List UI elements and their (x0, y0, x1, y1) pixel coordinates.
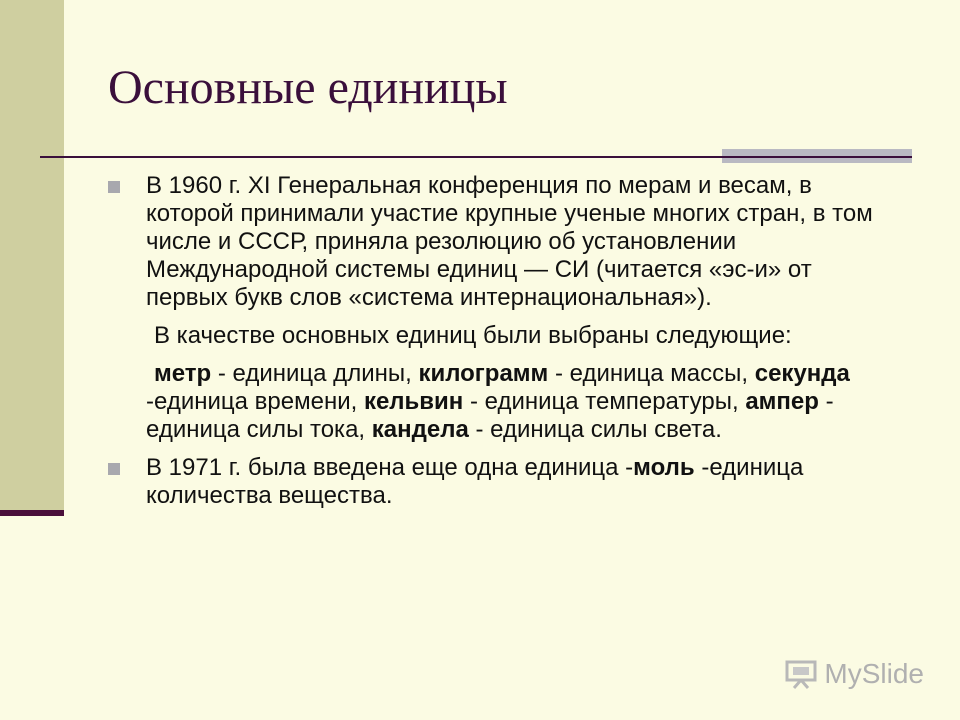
unit-kilogram-desc: - единица массы, (548, 360, 755, 387)
bullet-marker-icon (108, 181, 120, 193)
watermark-text: MySlide (824, 658, 924, 689)
unit-kilogram: килограмм (418, 360, 549, 387)
unit-ampere: ампер (745, 388, 819, 415)
bullet-item (108, 172, 898, 312)
unit-candela: кандела (371, 416, 469, 443)
unit-mole: моль (633, 454, 695, 481)
slide-content (108, 172, 898, 520)
bullet-text-pre: В 1971 г. была введена еще одна единица - (146, 454, 634, 481)
unit-candela-desc: - единица силы света. (468, 416, 722, 443)
title-divider-accent (722, 149, 912, 163)
paragraph-text: В качестве основных единиц были выбраны следующие: (154, 322, 792, 349)
unit-ampere-desc: - единица силы тока, (146, 388, 834, 443)
unit-meter: метр (154, 360, 212, 387)
paragraph (108, 322, 898, 350)
unit-second: секунда (754, 360, 850, 387)
bullet-text-post: -единица количества вещества. (146, 454, 804, 509)
side-band (0, 0, 64, 510)
bullet-item (108, 454, 898, 510)
unit-meter-desc: - единица длины, (211, 360, 419, 387)
unit-kelvin-desc: - единица температуры, (463, 388, 746, 415)
bullet-marker-icon (108, 463, 120, 475)
bullet-text: В 1960 г. XI Генеральная конференция по мерам и весам, в которой принимали участие крупные ученые многих стран, в том числе и СССР, приняла резолюцию об установлении Международной системы единиц — СИ (читается «эс-и» от первых букв слов «система интернациональная»). (146, 172, 873, 311)
presentation-icon (784, 659, 818, 689)
unit-kelvin: кельвин (363, 388, 464, 415)
unit-second-desc: -единица времени, (146, 388, 364, 415)
units-paragraph (108, 360, 898, 444)
side-band-accent (0, 510, 64, 516)
slide-title: Основные единицы (108, 61, 508, 114)
watermark (784, 658, 924, 690)
